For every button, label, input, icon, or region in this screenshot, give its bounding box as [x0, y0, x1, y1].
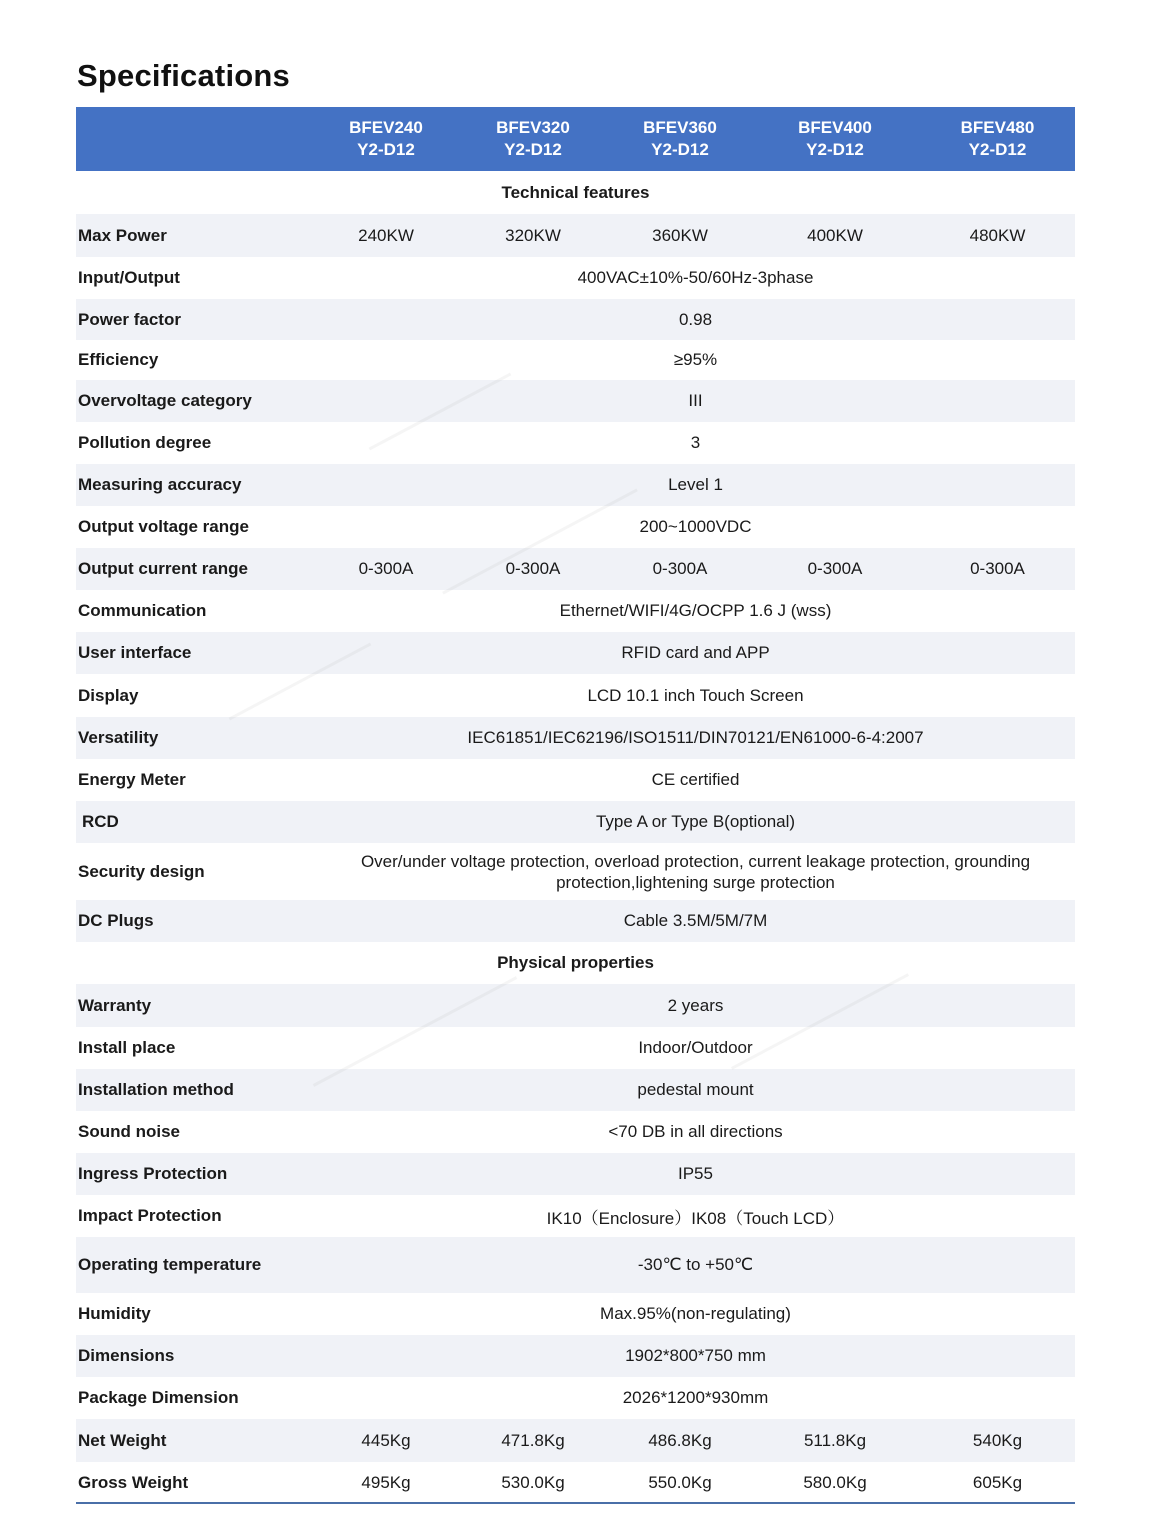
spec-row-temperature: [76, 1237, 1075, 1293]
spec-value: 360KW: [652, 225, 708, 245]
spec-value: 1902*800*750 mm: [625, 1346, 766, 1365]
spec-value: 0.98: [678, 309, 713, 329]
section-title: Physical properties: [497, 953, 654, 972]
spec-value: -30℃ to +50℃: [637, 1255, 754, 1274]
spec-value: 530.0Kg: [501, 1473, 565, 1492]
spec-row-install-method: [76, 1069, 1075, 1111]
model-variant: Y2-D12: [504, 140, 562, 159]
spec-value: 0-300A: [807, 559, 863, 578]
spec-value: 2026*1200*930mm: [622, 1388, 769, 1407]
spec-row-voltage-range: [76, 506, 1075, 548]
spec-row-current-range: [76, 548, 1075, 590]
spec-row-efficiency: [76, 340, 1075, 380]
spec-value: 200~1000VDC: [639, 517, 752, 536]
spec-label: Installation method: [78, 1080, 234, 1099]
spec-value: 471.8Kg: [501, 1430, 565, 1450]
spec-label: Display: [78, 685, 139, 705]
model-header: [316, 107, 456, 171]
spec-value: 240KW: [358, 225, 414, 245]
model-name: BFEV240: [349, 118, 423, 137]
spec-label: Power factor: [78, 309, 181, 329]
spec-label: Security design: [78, 861, 205, 881]
spec-row-rcd: [76, 801, 1075, 843]
spec-label: Overvoltage category: [78, 391, 252, 410]
spec-row-warranty: [76, 984, 1075, 1027]
spec-value: 486.8Kg: [648, 1430, 712, 1450]
spec-label: Measuring accuracy: [78, 475, 242, 494]
spec-value: 400VAC±10%-50/60Hz-3phase: [577, 268, 814, 287]
spec-value: 0-300A: [652, 559, 708, 578]
spec-value: Ethernet/WIFI/4G/OCPP 1.6 J (wss): [559, 601, 832, 620]
spec-label: User interface: [78, 643, 192, 662]
spec-row-package: [76, 1377, 1075, 1419]
header-row: [76, 107, 1075, 171]
spec-row-accuracy: [76, 464, 1075, 506]
spec-value-line: Over/under voltage protection, overload protection, current leakage protection, grounding: [360, 851, 1031, 871]
spec-label: Humidity: [78, 1304, 151, 1323]
spec-label: Gross Weight: [78, 1473, 189, 1492]
spec-value: 0-300A: [970, 559, 1025, 578]
model-header: [456, 107, 610, 171]
model-name: BFEV480: [960, 118, 1035, 137]
model-variant: Y2-D12: [968, 140, 1027, 159]
section-header-physical: [76, 942, 1075, 984]
model-header: [920, 107, 1075, 171]
spec-label: Install place: [78, 1038, 176, 1057]
spec-row-input-output: [76, 257, 1075, 299]
model-name: BFEV320: [496, 118, 570, 137]
spec-value: 511.8Kg: [803, 1430, 867, 1450]
spec-value: 580.0Kg: [803, 1473, 867, 1492]
spec-value: 3: [690, 433, 701, 452]
spec-value: Cable 3.5M/5M/7M: [623, 911, 768, 930]
spec-row-display: [76, 674, 1075, 717]
spec-label: Communication: [78, 601, 207, 620]
spec-value: III: [688, 391, 703, 410]
model-variant: Y2-D12: [651, 140, 709, 159]
spec-value: 0-300A: [505, 559, 561, 578]
spec-row-dc-plugs: [76, 900, 1075, 942]
spec-value: [316, 843, 1075, 900]
spec-row-security: [76, 843, 1075, 900]
table-bottom-rule: [76, 1502, 1075, 1504]
spec-value: 400KW: [807, 225, 863, 245]
model-header: [610, 107, 750, 171]
spec-label: Output current range: [78, 559, 249, 578]
spec-value: Max.95%(non-regulating): [600, 1304, 791, 1323]
spec-value: 320KW: [505, 225, 561, 245]
spec-row-versatility: [76, 717, 1075, 759]
spec-label: Ingress Protection: [78, 1164, 228, 1183]
spec-row-dimensions: [76, 1335, 1075, 1377]
spec-value: <70 DB in all directions: [608, 1122, 783, 1141]
spec-label: Warranty: [78, 995, 152, 1015]
spec-label: Operating temperature: [78, 1255, 262, 1274]
spec-row-power-factor: [76, 299, 1075, 340]
spec-label: Impact Protection: [78, 1206, 222, 1225]
spec-label: Dimensions: [78, 1346, 175, 1365]
model-variant: Y2-D12: [806, 140, 864, 159]
spec-value: 445Kg: [361, 1430, 411, 1450]
spec-row-pollution: [76, 422, 1075, 464]
spec-label: Output voltage range: [78, 517, 249, 536]
spec-value: 480KW: [969, 225, 1026, 245]
spec-row-humidity: [76, 1293, 1075, 1335]
spec-label: Package Dimension: [78, 1388, 239, 1407]
spec-label: Energy Meter: [78, 770, 186, 789]
spec-value: Type A or Type B(optional): [595, 812, 796, 831]
spec-row-energy-meter: [76, 759, 1075, 801]
spec-value: RFID card and APP: [621, 643, 770, 662]
spec-value: 2 years: [667, 995, 724, 1015]
spec-label: Pollution degree: [78, 433, 212, 452]
spec-row-impact: [76, 1195, 1075, 1237]
spec-value: pedestal mount: [637, 1080, 754, 1099]
spec-value: Indoor/Outdoor: [638, 1038, 753, 1057]
spec-value: ≥95%: [673, 350, 718, 369]
spec-row-install-place: [76, 1027, 1075, 1069]
spec-label: DC Plugs: [78, 911, 154, 930]
spec-value: IK10（Enclosure）IK08（Touch LCD）: [546, 1208, 845, 1228]
model-name: BFEV400: [798, 118, 872, 137]
section-title: Technical features: [501, 182, 650, 202]
spec-row-gross-weight: [76, 1462, 1075, 1504]
spec-label: Net Weight: [78, 1430, 167, 1450]
spec-value: 550.0Kg: [648, 1473, 712, 1492]
spec-value: CE certified: [651, 770, 740, 789]
spec-value: 540Kg: [972, 1430, 1023, 1450]
spec-row-ingress: [76, 1153, 1075, 1195]
spec-row-net-weight: [76, 1419, 1075, 1462]
spec-value: IP55: [678, 1164, 713, 1183]
spec-row-overvoltage: [76, 380, 1075, 422]
model-header: [750, 107, 920, 171]
spec-value-line: protection,lightening surge protection: [556, 872, 835, 892]
model-name: BFEV360: [643, 118, 717, 137]
spec-value: LCD 10.1 inch Touch Screen: [587, 685, 804, 705]
spec-value: 605Kg: [972, 1473, 1023, 1492]
spec-label: Efficiency: [78, 350, 159, 369]
spec-row-user-interface: [76, 632, 1075, 674]
specifications-table: [76, 107, 1075, 1504]
spec-row-max-power: [76, 214, 1075, 257]
spec-label: Input/Output: [78, 268, 180, 287]
spec-label: RCD: [82, 812, 119, 831]
spec-value: Level 1: [668, 475, 723, 494]
spec-label: Versatility: [78, 728, 159, 747]
section-header-technical: [76, 171, 1075, 214]
spec-value: IEC61851/IEC62196/ISO1511/DIN70121/EN61000-6-4:2007: [467, 728, 924, 747]
spec-label: Sound noise: [78, 1122, 180, 1141]
model-variant: Y2-D12: [357, 140, 415, 159]
spec-label: Max Power: [78, 225, 167, 245]
spec-row-communication: [76, 590, 1075, 632]
page-title: Specifications: [77, 58, 290, 93]
spec-value: 495Kg: [361, 1473, 411, 1492]
header-blank-cell: [76, 107, 316, 171]
spec-row-sound-noise: [76, 1111, 1075, 1153]
spec-value: 0-300A: [358, 559, 414, 578]
